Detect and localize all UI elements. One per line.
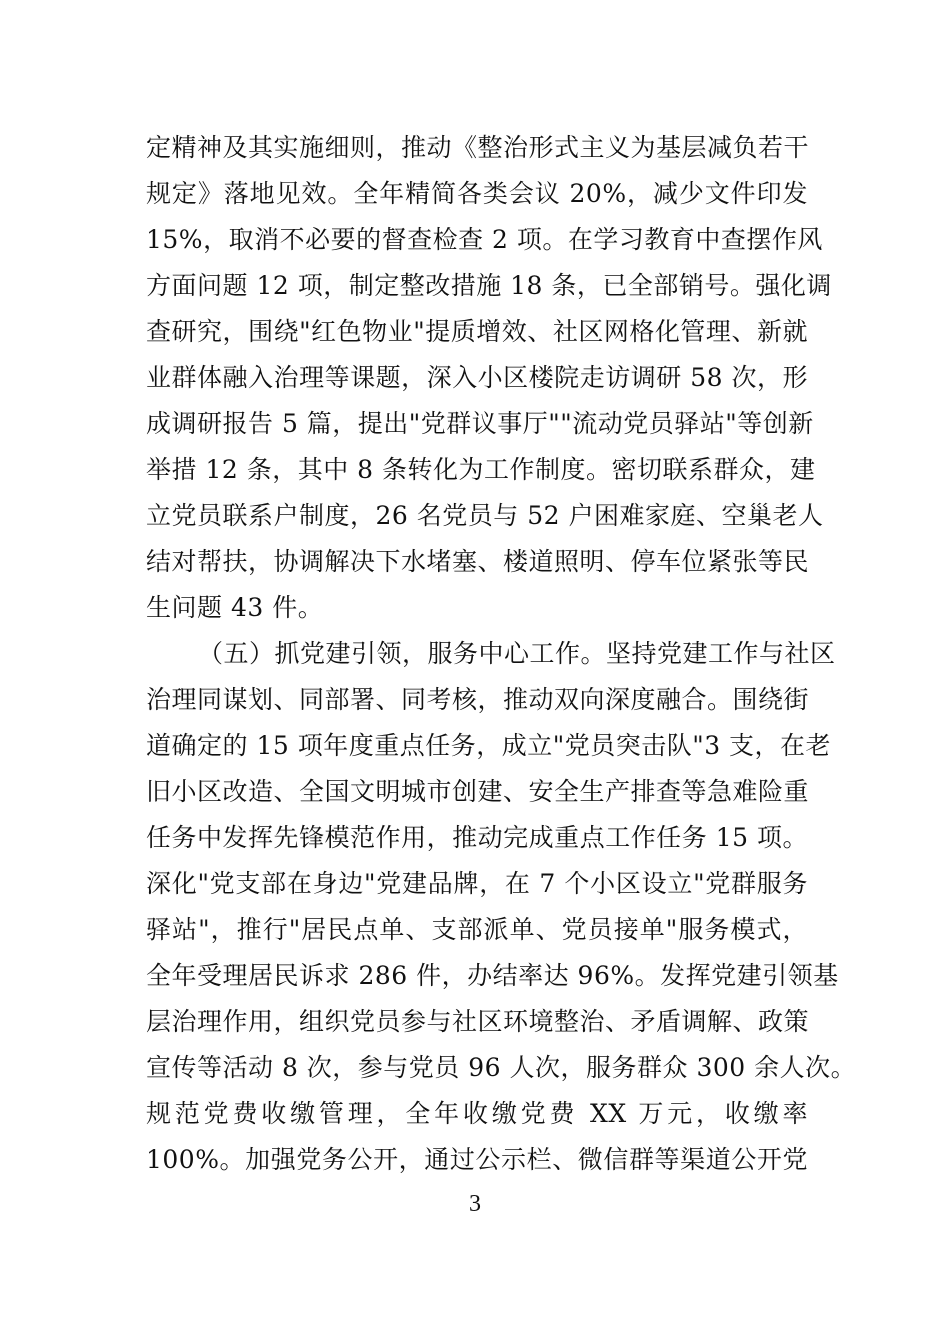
paragraph-line: 定精神及其实施细则，推动《整治形式主义为基层减负若干 (146, 133, 810, 162)
paragraph-line: 方面问题 12 项，制定整改措施 18 条，已全部销号。强化调 (146, 271, 832, 300)
paragraph-line: 道确定的 15 项年度重点任务，成立"党员突击队"3 支，在老 (146, 731, 832, 760)
paragraph-line: 层治理作用，组织党员参与社区环境整治、矛盾调解、政策 (146, 1007, 810, 1036)
paragraph-line: 旧小区改造、全国文明城市创建、安全生产排查等急难险重 (146, 777, 810, 806)
paragraph-line: 结对帮扶，协调解决下水堵塞、楼道照明、停车位紧张等民 (146, 547, 810, 576)
paragraph-line: 宣传等活动 8 次，参与党员 96 人次，服务群众 300 余人次。 (146, 1053, 857, 1082)
paragraph-line: 规范党费收缴管理，全年收缴党费 XX 万元，收缴率 (146, 1099, 808, 1128)
paragraph-line: 15%，取消不必要的督查检查 2 项。在学习教育中查摆作风 (146, 225, 823, 254)
paragraph-line: 驿站"，推行"居民点单、支部派单、党员接单"服务模式， (146, 915, 808, 944)
paragraph-line: 任务中发挥先锋模范作用，推动完成重点工作任务 15 项。 (146, 823, 808, 852)
paragraph-line: 举措 12 条，其中 8 条转化为工作制度。密切联系群众，建 (146, 455, 816, 484)
paragraph-line: 业群体融入治理等课题，深入小区楼院走访调研 58 次，形 (146, 363, 808, 392)
paragraph-line: 100%。加强党务公开，通过公示栏、微信群等渠道公开党 (146, 1145, 808, 1174)
paragraph-line: 全年受理居民诉求 286 件，办结率达 96%。发挥党建引领基 (146, 961, 839, 990)
paragraph-line: 生问题 43 件。 (146, 593, 324, 622)
paragraph-line: 治理同谋划、同部署、同考核，推动双向深度融合。围绕街 (146, 685, 810, 714)
paragraph-line: 规定》落地见效。全年精简各类会议 20%，减少文件印发 (146, 179, 808, 208)
paragraph-line: 成调研报告 5 篇，提出"党群议事厅""流动党员驿站"等创新 (146, 409, 814, 438)
page-number: 3 (469, 1191, 481, 1217)
paragraph-line: 查研究，围绕"红色物业"提质增效、社区网格化管理、新就 (146, 317, 808, 346)
section-heading-line: （五）抓党建引领，服务中心工作。坚持党建工作与社区 (198, 639, 836, 668)
paragraph-line: 深化"党支部在身边"党建品牌，在 7 个小区设立"党群服务 (146, 869, 808, 898)
paragraph-line: 立党员联系户制度，26 名党员与 52 户困难家庭、空巢老人 (146, 501, 824, 530)
